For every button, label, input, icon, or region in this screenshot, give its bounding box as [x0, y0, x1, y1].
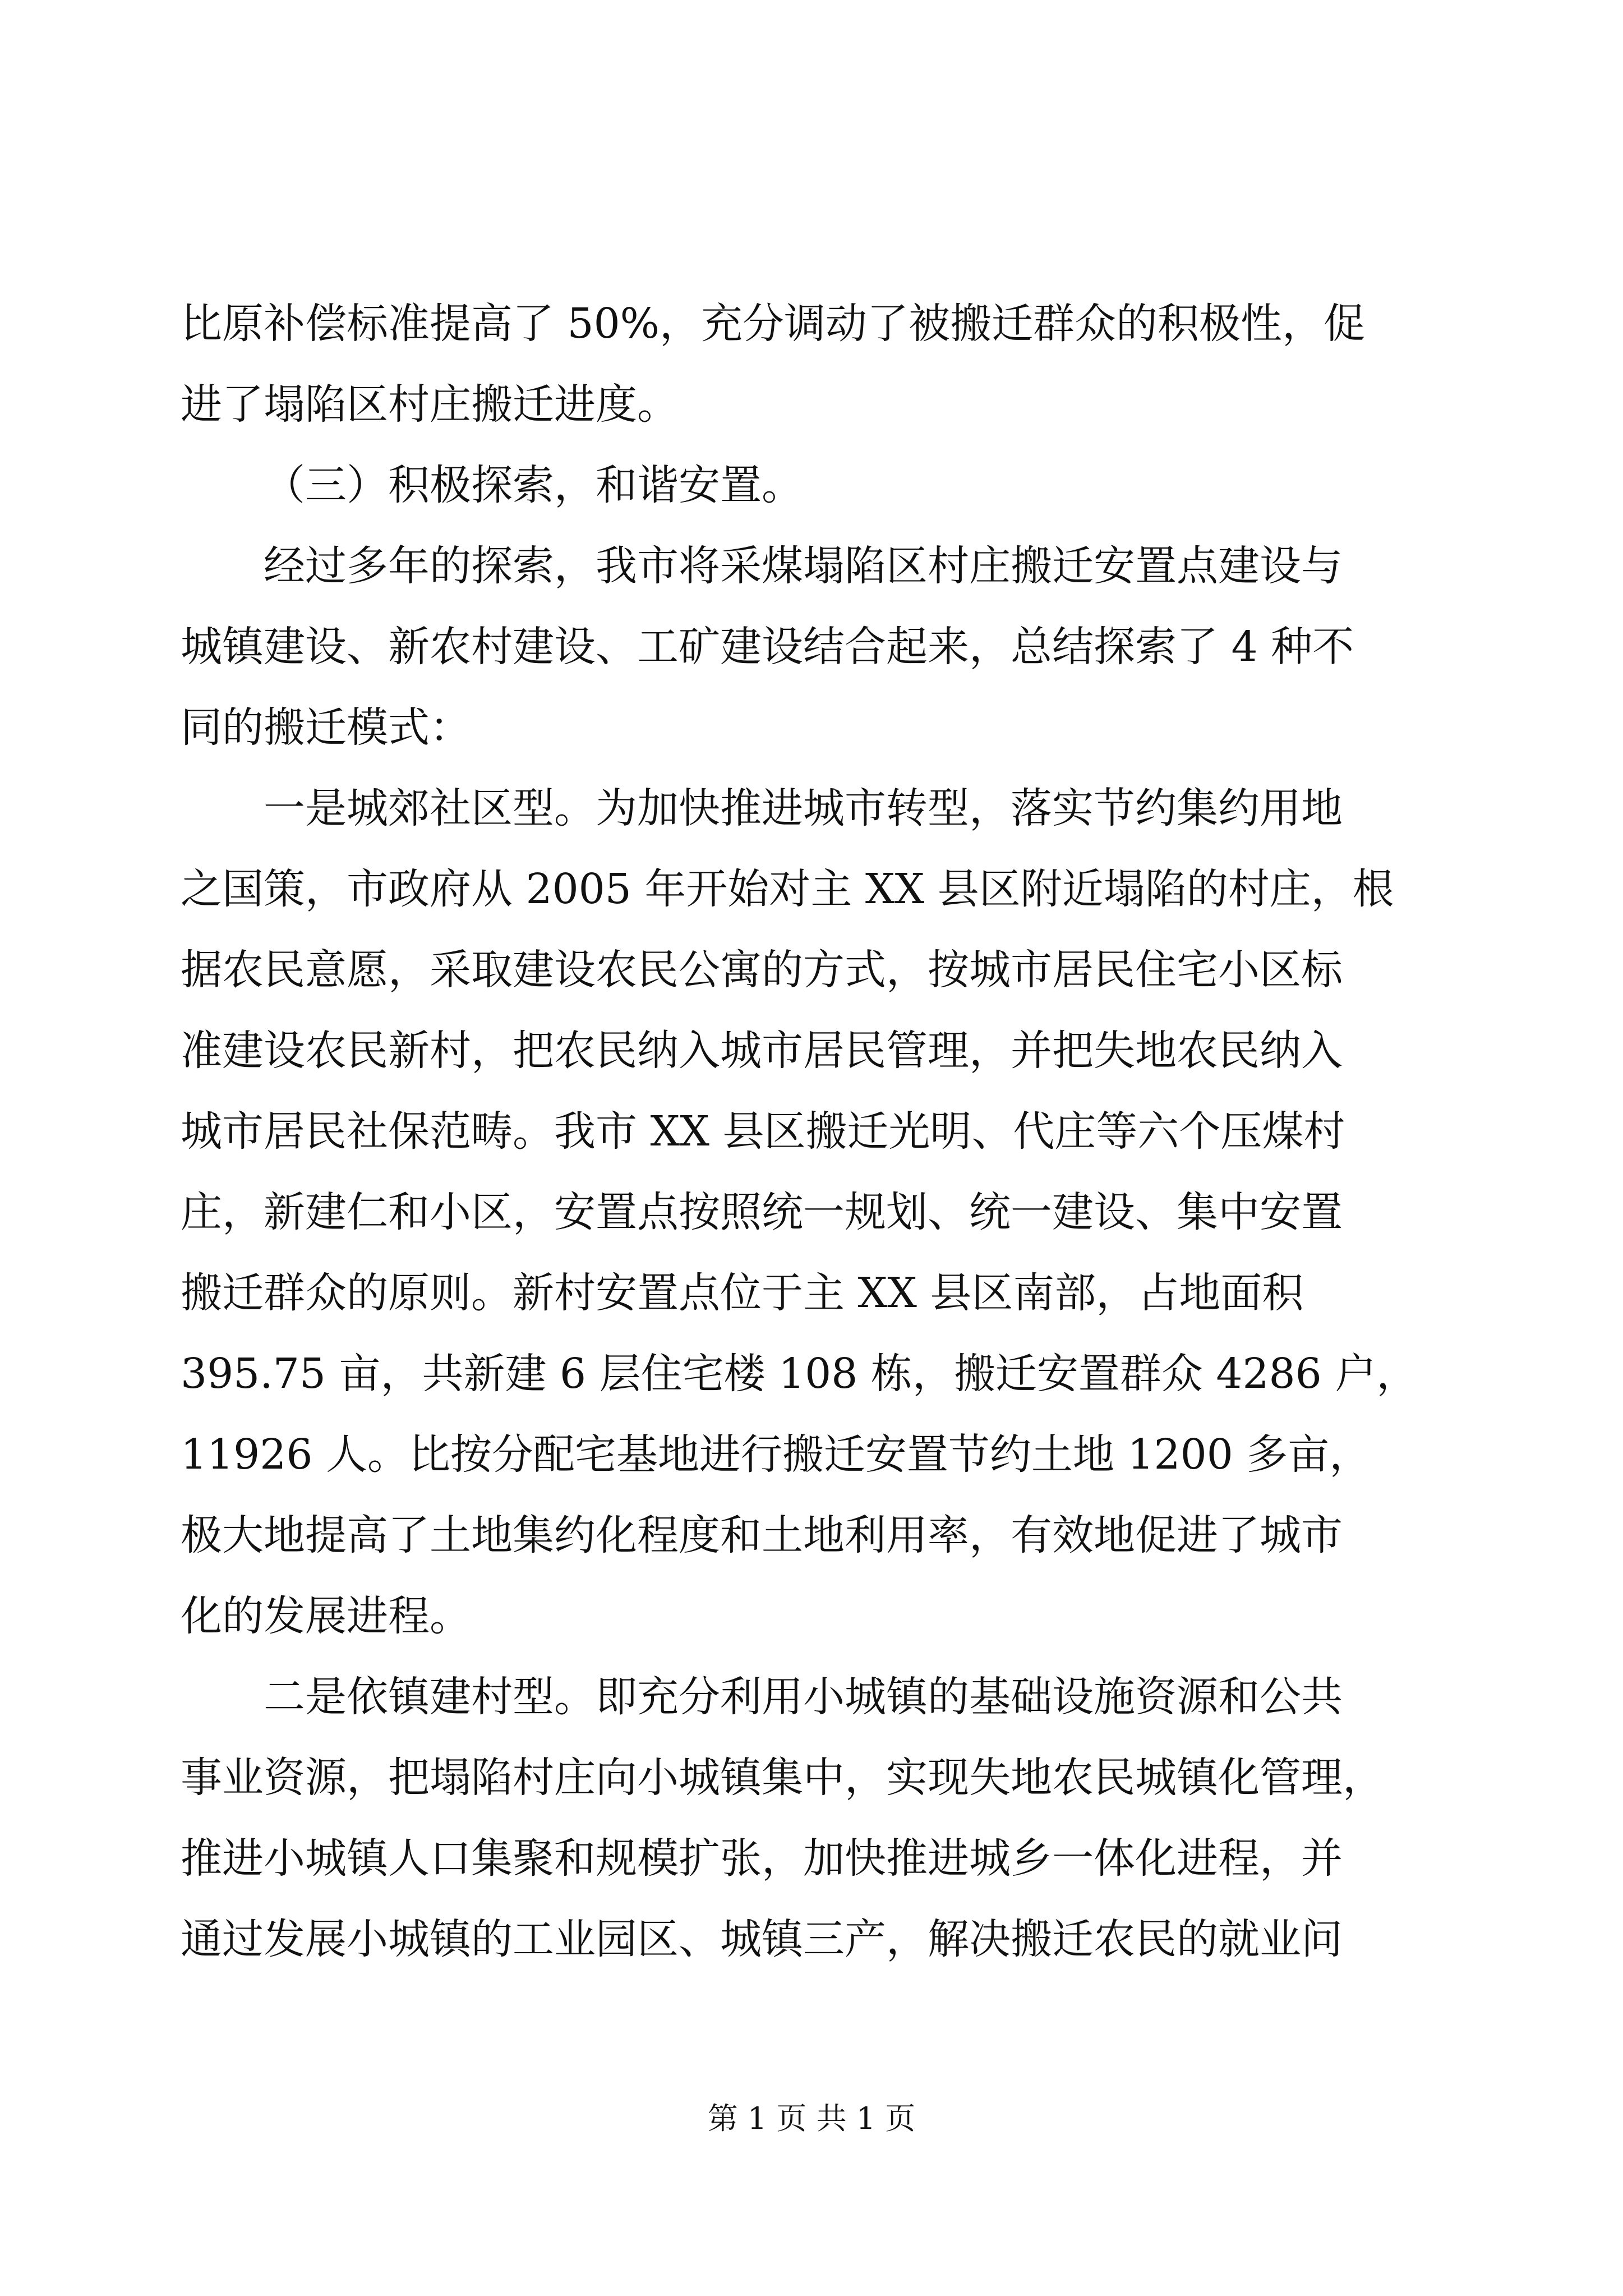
text-line: 搬迁群众的原则。新村安置点位于主 XX 县区南部，占地面积: [181, 1269, 1304, 1317]
text-line: 进了塌陷区村庄搬迁进度。: [181, 380, 679, 429]
text-line: 准建设农民新村，把农民纳入城市居民管理，并把失地农民纳入: [181, 1027, 1343, 1075]
text-line: 极大地提高了土地集约化程度和土地利用率，有效地促进了城市: [181, 1511, 1343, 1559]
text-line: 通过发展小城镇的工业园区、城镇三产，解决搬迁农民的就业问: [181, 1915, 1343, 1963]
text-line: 经过多年的探索，我市将采煤塌陷区村庄搬迁安置点建设与: [264, 542, 1343, 590]
page-footer: 第 1 页 共 1 页: [707, 2101, 916, 2136]
document-body: [181, 283, 1427, 1980]
text-line: 事业资源，把塌陷村庄向小城镇集中，实现失地农民城镇化管理，: [181, 1754, 1384, 1802]
text-line: 化的发展进程。: [181, 1592, 471, 1640]
text-line: 据农民意愿，采取建设农民公寓的方式，按城市居民住宅小区标: [181, 946, 1343, 994]
text-line: 一是城郊社区型。为加快推进城市转型，落实节约集约用地: [264, 784, 1343, 832]
text-line: 二是依镇建村型。即充分利用小城镇的基础设施资源和公共: [264, 1673, 1343, 1721]
text-line: 同的搬迁模式：: [181, 703, 471, 752]
text-line: 推进小城镇人口集聚和规模扩张，加快推进城乡一体化进程，并: [181, 1834, 1343, 1883]
text-line: 11926 人。比按分配宅基地进行搬迁安置节约土地 1200 多亩，: [181, 1430, 1371, 1479]
text-line: 395.75 亩，共新建 6 层住宅楼 108 栋，搬迁安置群众 4286 户，: [181, 1350, 1418, 1398]
text-line: 比原补偿标准提高了 50%，充分调动了被搬迁群众的积极性，促: [181, 300, 1365, 348]
text-line: 城镇建设、新农村建设、工矿建设结合起来，总结探索了 4 种不: [181, 623, 1354, 671]
text-line: 庄，新建仁和小区，安置点按照统一规划、统一建设、集中安置: [181, 1188, 1343, 1236]
text-line: 城市居民社保范畴。我市 XX 县区搬迁光明、代庄等六个压煤村: [181, 1107, 1345, 1156]
text-line: （三）积极探索，和谐安置。: [264, 461, 803, 509]
text-line: 之国策，市政府从 2005 年开始对主 XX 县区附近塌陷的村庄，根: [181, 865, 1394, 913]
